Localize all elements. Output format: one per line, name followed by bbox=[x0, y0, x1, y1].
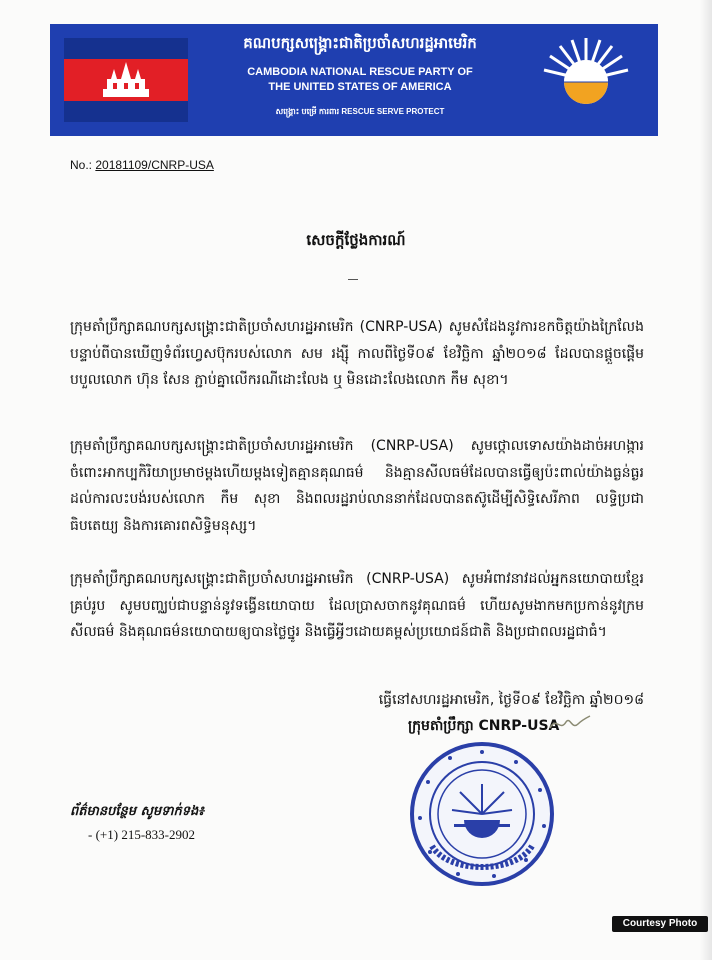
party-motto: សង្គ្រោះ បម្រើ ការពារ RESCUE SERVE PROTECT bbox=[275, 107, 445, 116]
party-khmer-title: គណបក្សសង្គ្រោះជាតិប្រចាំសហរដ្ឋអាមេរិក bbox=[243, 34, 477, 52]
paragraph-3: ក្រុមតាំប្រឹក្សាគណបក្សសង្គ្រោះជាតិប្រចាំសហរដ្ឋអាមេរិក (CNRP-USA) សូមអំពាវនាវដល់អ្នកនយោបាយខ្មែរគ្រប់រូប សូមបញ្ឈប់ជាបន្ទាន់នូវទង្វើនយោបាយ ដែលប្រាសចាកនូវគុណធម៌ ហើយសូមងាកមកប្រកាន់នូវក្រមសីលធម៌ និងគុណធម៌នយោបាយឲ្យបានថ្លៃថ្នូរ និងធ្វើអ្វីៗដោយគម្ពស់ប្រយោជន៍ជាតិ និងប្រជាពលរដ្ឋជាធំ។ bbox=[70, 571, 644, 640]
rising-sun-logo-icon bbox=[538, 32, 634, 128]
contact-phone: - (+1) 215-833-2902 bbox=[88, 827, 195, 842]
party-english-title-2: THE UNITED STATES OF AMERICA bbox=[268, 81, 452, 93]
paragraph-1: ក្រុមតាំប្រឹក្សាគណបក្សសង្គ្រោះជាតិប្រចាំសហរដ្ឋអាមេរិក (CNRP-USA) សូមសំដែងនូវការខកចិត្តយ៉ាងក្រៃលែងបន្ទាប់ពីបានឃើញទំព័រហ្វេសប៊ុករបស់លោក សម រង្ស៊ី កាលពីថ្ងៃទី០៩ ខែវិច្ឆិកា ឆ្នាំ២០១៨ ដែលបានផ្ដួចផ្ដើមបបួលលោក ហ៊ុន សែន ភ្ជាប់គ្នាលើករណីដោះលែង ឬ មិនដោះលែងលោក កឹម សុខា។ bbox=[70, 319, 644, 388]
heading-divider bbox=[348, 279, 358, 280]
signatory: ក្រុមតាំប្រឹក្សា CNRP-USA bbox=[408, 718, 560, 734]
document-number bbox=[70, 158, 214, 172]
cambodia-flag-icon bbox=[64, 38, 188, 122]
paragraph-2: ក្រុមតាំប្រឹក្សាគណបក្សសង្គ្រោះជាតិប្រចាំសហរដ្ឋអាមេរិក (CNRP-USA) សូមថ្កោលទោសយ៉ាងដាច់អហង្ការចំពោះអាកប្បកិរិយាប្រមាថម្ដងហើយម្ដងទៀតគ្មានគុណធម៌ និងគ្មានសីលធម៌ដែលបានធ្វើឲ្យប៉ះពាល់យ៉ាងធ្ងន់ធ្ងរដល់ការលះបង់របស់លោក កឹម សុខា និងពលរដ្ឋរាប់លាននាក់ដែលបានតស៊ូដើម្បីសិទ្ធិសេរីភាព លទ្ធិប្រជាធិបតេយ្យ និងការគោរពសិទ្ធិមនុស្ស។ bbox=[70, 438, 644, 534]
document-heading: សេចក្ដីថ្លែងការណ៍ bbox=[306, 231, 406, 249]
party-seal-icon bbox=[408, 740, 556, 888]
letterhead-banner bbox=[50, 24, 658, 136]
dateline: ធ្វើនៅសហរដ្ឋអាមេរិក, ថ្ងៃទី០៩ ខែវិច្ឆិកា ឆ្នាំ២០១៨ bbox=[378, 692, 644, 708]
page-edge bbox=[700, 0, 712, 960]
document-number-label: No.: bbox=[70, 158, 93, 172]
contact-label: ព័ត៌មានបន្ថែម សូមទាក់ទង៖ bbox=[70, 804, 205, 819]
party-english-title-1: CAMBODIA NATIONAL RESCUE PARTY OF bbox=[247, 66, 473, 78]
signature-icon bbox=[548, 712, 592, 734]
document-number-value: 20181109/CNRP-USA bbox=[95, 158, 214, 172]
courtesy-photo-watermark: Courtesy Photo bbox=[612, 916, 708, 932]
